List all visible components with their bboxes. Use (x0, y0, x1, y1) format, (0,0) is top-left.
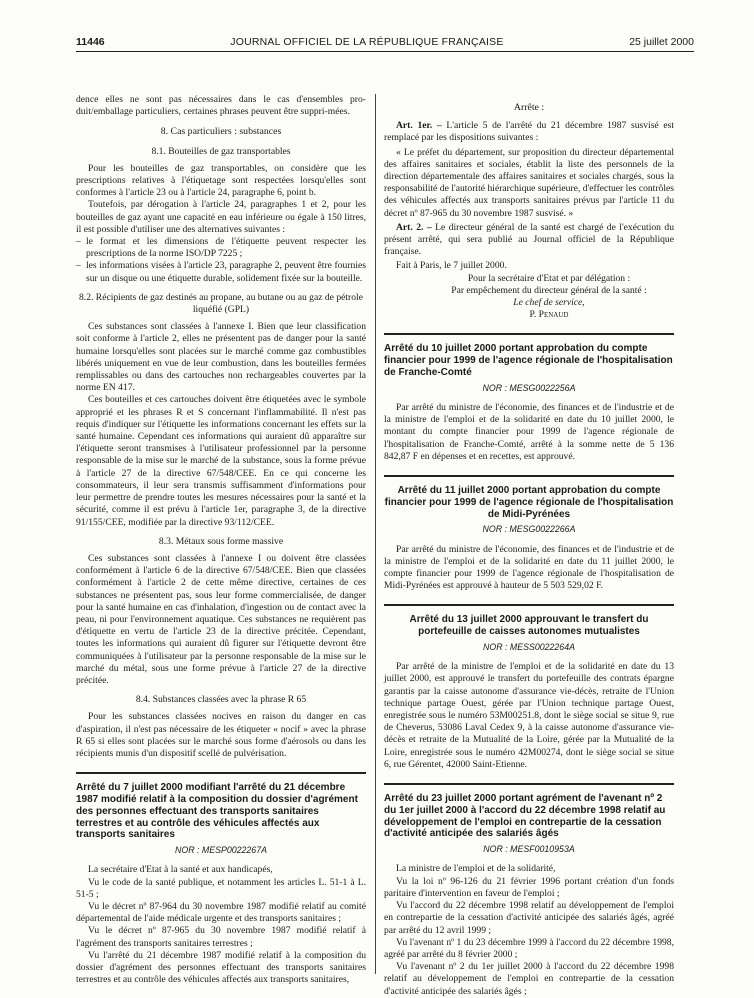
column-divider (375, 94, 376, 974)
running-header (76, 36, 694, 52)
article-1-label: Art. 1er. – (396, 120, 442, 132)
decree-13-juillet (384, 604, 674, 771)
right-column (384, 94, 674, 998)
section-8-1-paragraph: Toutefois, par dérogation à l'article 24, paragraphes 1 et 2, pour les bouteilles de gaz ayant une capacité en eau inférieure ou égale à 150 litres, il est possible d'utiliser une des alternatives suivantes : (76, 199, 366, 235)
article-2 (384, 222, 674, 259)
signature-date: Fait à Paris, le 7 juillet 2000. (396, 260, 507, 272)
decree-11-juillet (384, 475, 674, 592)
decree-paragraph: La ministre de l'emploi et de la solidarité, (396, 863, 556, 875)
signature-block (384, 273, 674, 322)
decree-title: Arrêté du 11 juillet 2000 portant approbation du compte financier pour 1999 de l'agence régionale de l'hospitalisation de Midi-Pyrénées (384, 485, 674, 520)
nor-reference: NOR : MESP0022267A (175, 845, 267, 856)
two-column-body (76, 94, 694, 997)
decree-paragraph: Vu le décret nº 87-964 du 30 novembre 1987 modifié relatif au comité départemental de l'aide médicale urgente et des transports sanitaires ; (76, 900, 366, 925)
arrete-heading: Arrête : (513, 102, 545, 113)
list-item: – les informations visées à l'article 23, paragraphe 2, peuvent être fournies sur un disque ou une étiquette durable, solidement fixée sur la bouteille. (86, 260, 366, 284)
signatory-name: P. Penaud (529, 309, 569, 321)
journal-title: JOURNAL OFFICIEL DE LA RÉPUBLIQUE FRANÇAISE (230, 36, 504, 48)
section-8-1-paragraph: Pour les bouteilles de gaz transportables, on considère que les prescriptions relatives à l'étiquetage sont respectées lorsqu'elles sont conformes à l'article 23 ou à l'article 24, paragraphe 6, point b. (76, 162, 366, 199)
signature-line: Pour la secrétaire d'Etat et par délégation : (467, 272, 631, 284)
decree-paragraph: Vu la loi nº 96-126 du 21 février 1996 portant création d'un fonds paritaire d'intervention en faveur de l'emploi ; (384, 875, 674, 899)
decree-paragraph: Vu le code de la santé publique, et notamment les articles L. 51-1 à L. 51-5 ; (76, 876, 366, 900)
decree-10-juillet (384, 333, 674, 463)
signature-line: Le chef de service, (513, 297, 585, 309)
page-number: 11446 (76, 36, 105, 48)
article-1-quote: « Le préfet du département, sur proposition du directeur départemental des affaires sanitaires et sociales, établit la liste des personnels de la direction départementale des affaires sanitaires et sociales chargés, sous la responsabilité de l'autorité hiérarchique supérieure, d'effectuer les contrôles des véhicules affectés aux transports sanitaires prévus par l'article 11 du décret nº 87-965 du 30 novembre 1987 susvisé. » (384, 146, 674, 219)
section-8-4-paragraph: Pour les substances classées nocives en raison du danger en cas d'aspiration, il n'est pas nécessaire de les étiqueter « nocif » avec la phrase R 65 si elles sont placées sur le marché sous forme d'aérosols ou dans les récipients munis d'un dispositif scellé de pulvérisation. (76, 711, 366, 759)
nor-reference: NOR : MESG0022256A (482, 382, 576, 393)
section-8-3-paragraph: Ces substances sont classées à l'annexe I ou doivent être classées conformément à l'article 6 de la directive 67/548/CEE. Bien que classées conformément à l'article 2 de cette même directive, certaines de ces substances ne présentent pas, sous leur forme commercialisée, de danger pour la santé humaine en cas d'inhalation, d'ingestion ou de contact avec la peau, ni pour l'environnement aquatique. Ces substances ne requièrent pas d'étiquette en vertu de l'article 23 de la directive précitée. Cependant, toutes les informations qui auraient dû figurer sur l'étiquette devront être communiquées à l'utilisateur par la personne responsable de la mise sur le marché du métal, sous une forme prévue à l'article 27 de la directive précitée. (76, 552, 366, 686)
decree-paragraph: Vu le décret nº 87-965 du 30 novembre 1987 modifié relatif à l'agrément des transports sanitaires terrestres ; (76, 925, 366, 949)
section-8-3-title: 8.3. Métaux sous forme massive (158, 535, 284, 547)
decree-23-juillet (384, 783, 674, 998)
decree-7-juillet (76, 772, 366, 986)
section-8-1-title: 8.1. Bouteilles de gaz transportables (151, 145, 291, 157)
article-1-text: L'article 5 de l'arrêté du 21 décembre 1987 susvisé est remplacé par les dispositions suivantes : (384, 120, 674, 144)
section-8-2-paragraph: Ces substances sont classées à l'annexe I. Bien que leur classification soit conforme à l'article 2, elles ne présentent pas de danger pour la santé humaine lorsqu'elles sont placées sur le marché comme gaz combustibles libérés uniquement en vue de leur combustion, dans les bouteilles fermées remplissables ou dans des cartouches non rechargeables couvertes par la norme EN 417. (76, 321, 366, 394)
decree-title: Arrêté du 13 juillet 2000 approuvant le transfert du portefeuille de caisses autonomes mutualistes (409, 614, 649, 638)
signature-line: Par empêchement du directeur général de la santé : (451, 284, 647, 296)
article-2-text: Le directeur général de la santé est chargé de l'exécution du présent arrêté, qui sera publié au Journal officiel de la République française. (384, 221, 674, 258)
decree-title: Arrêté du 10 juillet 2000 portant approbation du compte financier pour 1999 de l'agence régionale de l'hospitalisation de Franche-Comté (384, 343, 673, 379)
article-1 (384, 120, 674, 144)
nor-reference: NOR : MESG0022266A (482, 524, 576, 535)
decree-paragraph: Par arrêté de la ministre de l'emploi et de la solidarité en date du 13 juillet 2000, est approuvé le transfert du portefeuille des contrats épargne garantis par la caisse autonome d'assurance vie-décès, retraite de l'Union technique partage Ouest, gérée par l'Union technique partage Ouest, enregistrée sous le numéro 53M00251.8, dont le siège social se situe 9, rue de Cheverus, 53086 Laval Cedex 9, à la caisse autonome d'assurance vie-décès et retraite de la Mutualité de la Loire, gérée par la Mutualité de la Loire, enregistrée sous le numéro 42M00274, dont le siège social se situe 6, rue Gérentet, 42000 Saint-Etienne. (384, 661, 674, 770)
section-8-4-title: 8.4. Substances classées avec la phrase R 65 (135, 694, 307, 706)
list-item: – le format et les dimensions de l'étiquette peuvent respecter les prescriptions de la norme ISO/DP 7225 ; (86, 236, 366, 260)
decree-paragraph: Vu l'avenant nº 2 du 1er juillet 2000 à l'accord du 22 décembre 1998 relatif au développement de l'emploi en contrepartie de la cessation d'activité anticipée des salariés âgés ; (384, 961, 674, 997)
section-8-2-title: 8.2. Récipients de gaz destinés au propane, au butane ou au gaz de pétrole liquéfié (GPL) (79, 291, 363, 316)
section-8-2-paragraph: Ces bouteilles et ces cartouches doivent être étiquetées avec le symbole approprié et les phrases R et S concernant l'inflammabilité. Il n'est pas requis d'indiquer sur l'étiquette les informations concernant les effets sur la santé humaine. Cependant ces informations qui auraient dû apparaître sur l'étiquette seront transmises à l'utilisateur professionnel par la personne responsable de la mise sur le marché de la substance, sous la forme prévue à l'article 27 de la directive 67/548/CEE. En ce qui concerne les consommateurs, il leur sera transmis suffisamment d'informations pour leur permettre de prendre toutes les mesures nécessaires pour la santé et la sécurité, comme il est prévu à l'article 1er, paragraphe 3, de la directive 91/155/CEE, modifiée par la directive 93/112/CEE. (76, 394, 366, 528)
issue-date: 25 juillet 2000 (629, 36, 694, 48)
article-2-label: Art. 2. – (396, 221, 432, 233)
decree-paragraph: Par arrêté du ministre de l'économie, des finances et de l'industrie et de la ministre de l'emploi et de la solidarité en date du 10 juillet 2000, le montant du compte financier pour 1999 de l'agence régionale de l'hospitalisation de Franche-Comté, arrêté à la somme nette de 5 136 842,87 F en dépenses et en recettes, est approuvé. (384, 402, 674, 462)
section-8-title: 8. Cas particuliers : substances (160, 126, 282, 138)
nor-reference: NOR : MESS0022264A (483, 642, 575, 653)
decree-title: Arrêté du 7 juillet 2000 modifiant l'arrêté du 21 décembre 1987 modifié relatif à la composition du dossier d'agrément des personnes effectuant des transports sanitaires terrestres et au contrôle des véhicules affectés aux transports sanitaires (76, 782, 358, 841)
decree-paragraph: Vu l'accord du 22 décembre 1998 relatif au développement de l'emploi en contrepartie de la cessation d'activité anticipée des salariés âgés, agréé par arrêté du 12 avril 1999 ; (384, 900, 674, 936)
decree-paragraph: La secrétaire d'Etat à la santé et aux handicapés, (88, 864, 273, 876)
nor-reference: NOR : MESF0010953A (483, 844, 575, 855)
intro-paragraph: dence elles ne sont pas nécessaires dans le cas d'ensembles pro-duit/emballage particuliers, certaines phrases peuvent être suppri-mées. (76, 94, 366, 118)
decree-title: Arrêté du 23 juillet 2000 portant agrément de l'avenant nº 2 du 1er juillet 2000 à l'accord du 22 décembre 1998 relatif au développement de l'emploi en contrepartie de la cessation d'activité anticipée des salariés âgés (384, 793, 666, 840)
decree-paragraph: Vu l'avenant nº 1 du 23 décembre 1999 à l'accord du 22 décembre 1998, agréé par arrêté du 8 février 2000 ; (384, 936, 674, 960)
section-8-1-list (76, 236, 366, 285)
decree-paragraph: Par arrêté du ministre de l'économie, des finances et de l'industrie et de la ministre de l'emploi et de la solidarité en date du 11 juillet 2000, le compte financier pour 1999 de l'agence régionale de l'hospitalisation de Midi-Pyrénées est approuvé à hauteur de 5 503 529,02 F. (384, 543, 674, 592)
journal-page (76, 36, 694, 997)
decree-paragraph: Vu l'arrêté du 21 décembre 1987 modifié relatif à la composition du dossier d'agrément des personnes effectuant des transports sanitaires terrestres et au contrôle des véhicules affectés aux transports sanitaires, (76, 949, 366, 986)
left-column (76, 94, 366, 986)
